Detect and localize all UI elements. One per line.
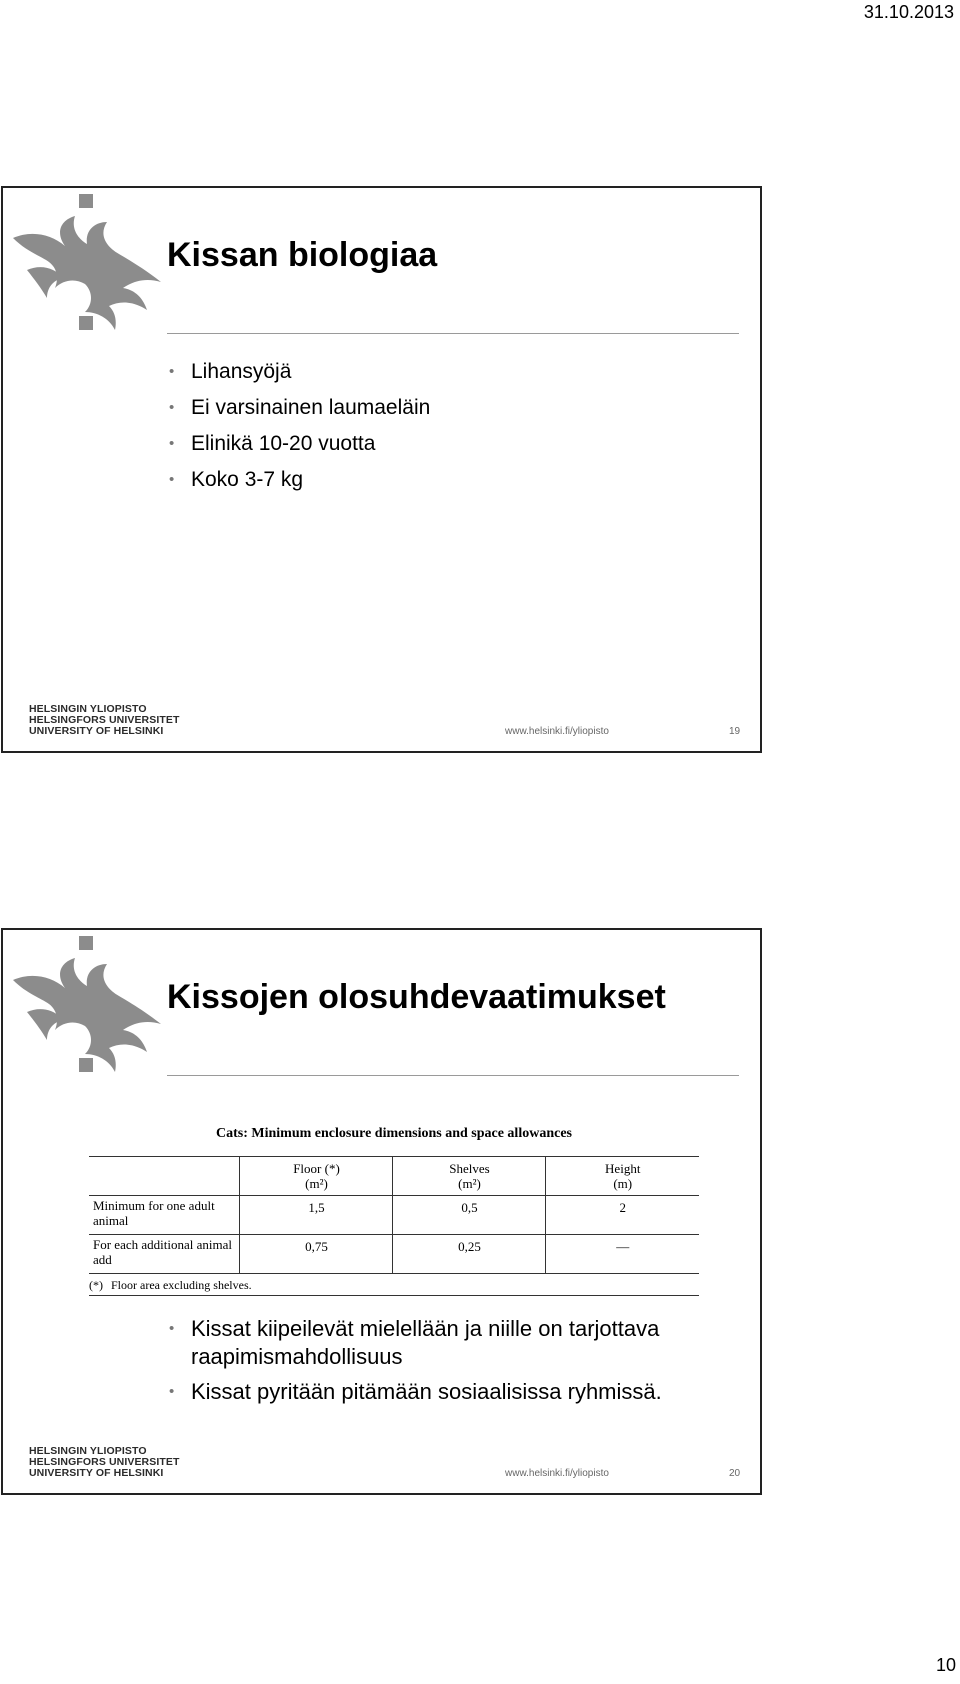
slide-20 [1, 928, 762, 1495]
table-cell: 1,5 [240, 1196, 393, 1235]
university-flame-logo-icon [11, 194, 163, 338]
bullet-list [167, 1315, 747, 1413]
title-divider [167, 333, 739, 334]
table-cell: For each additional animal add [93, 1237, 232, 1267]
table-cell: 2 [546, 1196, 699, 1235]
header-unit: (m) [613, 1176, 633, 1191]
table-cell: Minimum for one adult animal [93, 1198, 215, 1228]
header-unit: (m²) [458, 1176, 481, 1191]
header-unit: (m²) [305, 1176, 328, 1191]
slide-number: 20 [729, 1468, 741, 1479]
table-row [89, 1235, 699, 1274]
footer-url: www.helsinki.fi/yliopisto [505, 726, 609, 737]
wordmark-line: UNIVERSITY OF HELSINKI [29, 1467, 164, 1479]
table-cell: 0,25 [393, 1235, 546, 1274]
page-date: 31.10.2013 [863, 2, 954, 22]
header-line: Floor (*) [293, 1161, 340, 1176]
bullet-list [167, 354, 430, 498]
list-item: • Elinikä 10-20 vuotta [167, 426, 430, 462]
list-item: • Koko 3-7 kg [167, 462, 430, 498]
table-cell: 0,5 [393, 1196, 546, 1235]
table-footnote [89, 1278, 699, 1296]
wordmark-line: UNIVERSITY OF HELSINKI [29, 725, 164, 737]
header-line: Height [605, 1161, 641, 1176]
footer-url: www.helsinki.fi/yliopisto [505, 1468, 609, 1479]
list-item: • Ei varsinainen laumaeläin [167, 390, 430, 426]
table-cell: — [546, 1235, 699, 1274]
slide-title: Kissojen olosuhdevaatimukset [167, 978, 666, 1016]
wordmark-line: HELSINGIN YLIOPISTO [29, 703, 147, 715]
university-wordmark [29, 704, 179, 737]
slide-19 [1, 186, 762, 753]
title-divider [167, 1075, 739, 1076]
table-header-cell [546, 1157, 699, 1196]
table-caption: Cats: Minimum enclosure dimensions and space allowances [216, 1126, 572, 1141]
wordmark-line: HELSINGFORS UNIVERSITET [29, 1456, 180, 1468]
wordmark-line: HELSINGFORS UNIVERSITET [29, 714, 180, 726]
list-item: • Kissat pyritään pitämään sosiaalisissa ryhmissä. [167, 1378, 747, 1406]
table-header-row [89, 1157, 699, 1196]
page-number: 10 [935, 1655, 956, 1675]
table-header-cell [89, 1157, 240, 1196]
footnote-mark: (*) [89, 1278, 103, 1292]
wordmark-line: HELSINGIN YLIOPISTO [29, 1445, 147, 1457]
footnote-text: Floor area excluding shelves. [111, 1278, 252, 1292]
table-row [89, 1196, 699, 1235]
list-item: • Kissat kiipeilevät mielellään ja niille on tarjottava raapimismahdollisuus [167, 1315, 747, 1371]
university-wordmark [29, 1446, 179, 1479]
table-cell: 0,75 [240, 1235, 393, 1274]
table-header-cell [240, 1157, 393, 1196]
table-header-cell [393, 1157, 546, 1196]
slide-number: 19 [729, 726, 741, 737]
slide-title: Kissan biologiaa [167, 236, 438, 274]
university-flame-logo-icon [11, 936, 163, 1080]
list-item: • Lihansyöjä [167, 354, 430, 390]
header-line: Shelves [449, 1161, 490, 1176]
enclosure-table [89, 1156, 699, 1274]
